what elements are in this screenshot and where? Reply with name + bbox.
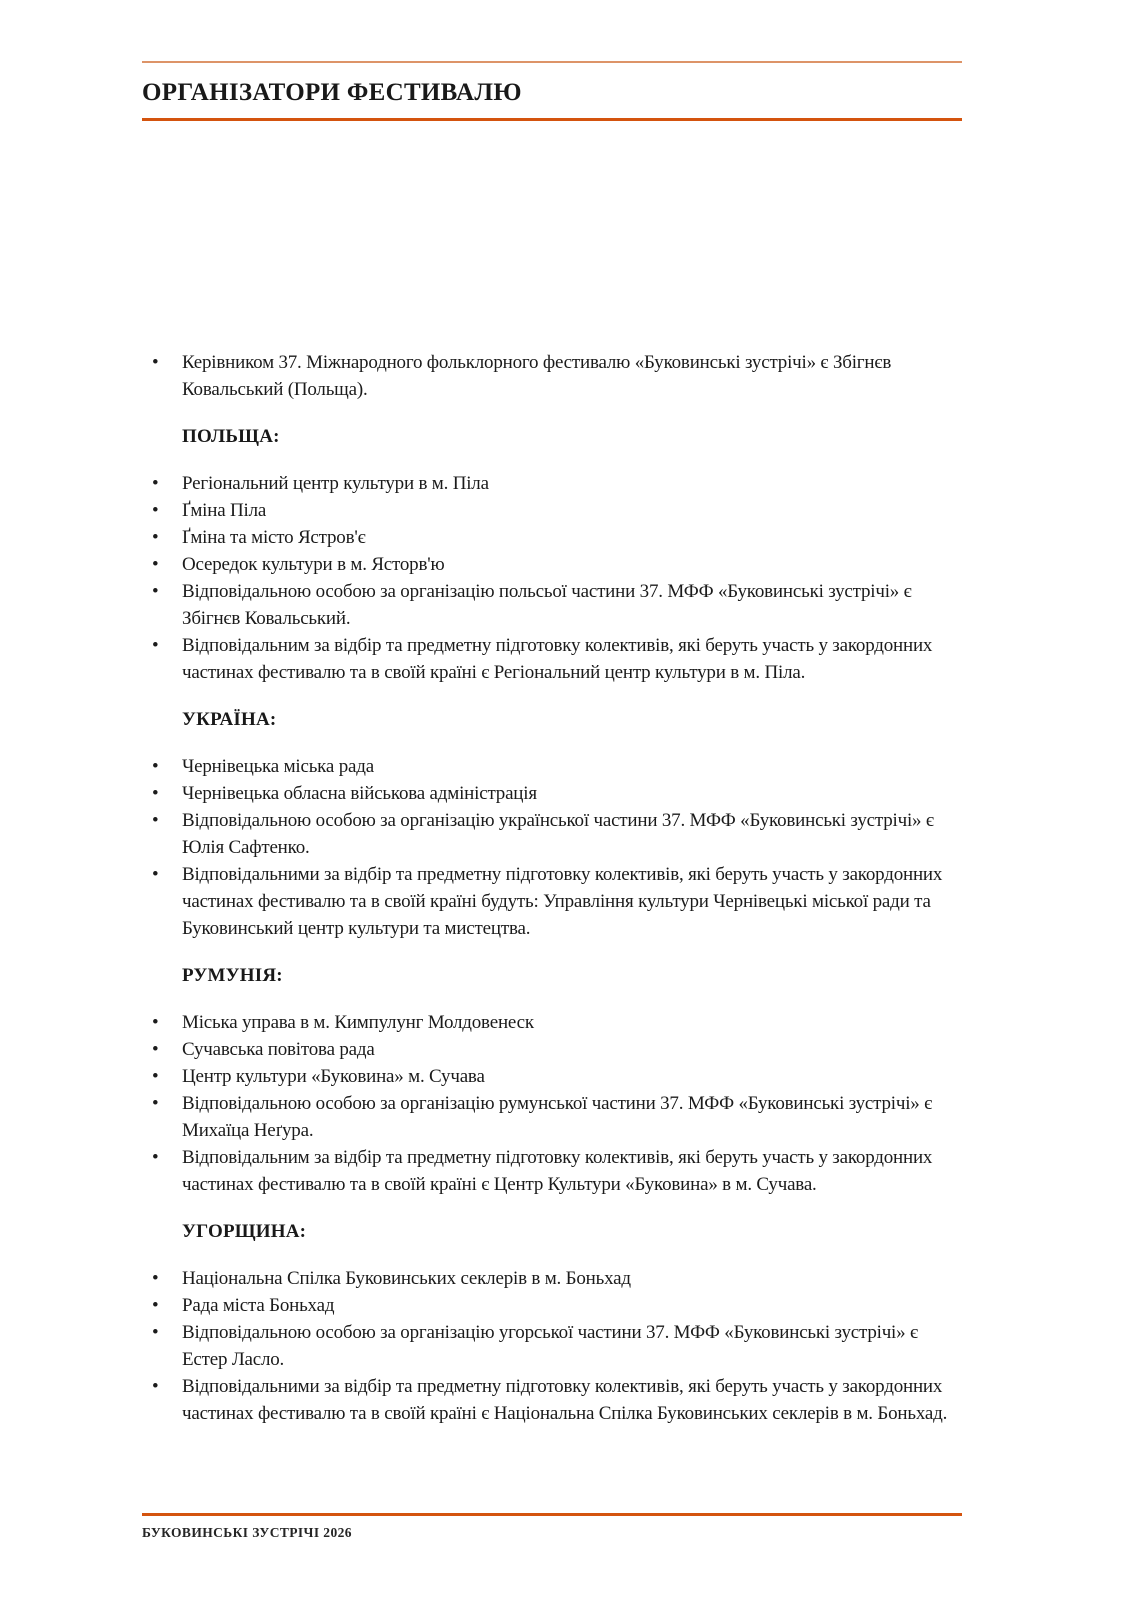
bullet-item: • Відповідальними за відбір та предметну підготовку колективів, які беруть участь у закордонних частинах фестивалю та в своїй країні будуть: Управління культури Чернівецькі міської ради та Буковинський центр культури та мистецтва. [142, 861, 962, 942]
page-header [142, 61, 962, 121]
section-list-2 [142, 1009, 962, 1198]
section-heading-0: ПОЛЬЩА: [182, 426, 280, 447]
bullet-item: • Регіональний центр культури в м. Піла [142, 470, 962, 497]
bullet-item: • Чернівецька обласна військова адміністрація [142, 780, 962, 807]
bullet-item: • Осередок культури в м. Ясторв'ю [142, 551, 962, 578]
bullet-item: • Відповідальною особою за організацію української частини 37. МФФ «Буковинські зустрічі» є Юлія Сафтенко. [142, 807, 962, 861]
footer-rule [142, 1513, 962, 1516]
footer-text: БУКОВИНСЬКІ ЗУСТРІЧІ 2026 [142, 1525, 352, 1540]
bullet-item: • Чернівецька міська рада [142, 753, 962, 780]
bullet-item: • Рада міста Боньхад [142, 1292, 962, 1319]
bullet-item: • Відповідальною особою за організацію румунської частини 37. МФФ «Буковинські зустрічі» є Михаїца Неґура. [142, 1090, 962, 1144]
content-column [142, 61, 962, 1427]
bullet-item: • Відповідальною особою за організацію угорської частини 37. МФФ «Буковинські зустрічі» є Естер Ласло. [142, 1319, 962, 1373]
bullet-item: • Центр культури «Буковина» м. Сучава [142, 1063, 962, 1090]
page-title: ОРГАНІЗАТОРИ ФЕСТИВАЛЮ [142, 79, 522, 106]
bullet-item: • Національна Спілка Буковинських секлерів в м. Боньхад [142, 1265, 962, 1292]
bullet-item: • Міська управа в м. Кимпулунг Молдовенеск [142, 1009, 962, 1036]
section-heading-3: УГОРЩИНА: [182, 1221, 307, 1242]
bullet-item: • Відповідальним за відбір та предметну підготовку колективів, які беруть участь у закордонних частинах фестивалю та в своїй країні є Центр Культури «Буковина» в м. Сучава. [142, 1144, 962, 1198]
intro-list [142, 349, 962, 403]
bullet-item: • Відповідальною особою за організацію польсьої частини 37. МФФ «Буковинські зустрічі» є Збігнєв Ковальський. [142, 578, 962, 632]
title-underline-rule [142, 118, 962, 121]
section-heading-2: РУМУНІЯ: [182, 965, 283, 986]
top-rule [142, 61, 962, 63]
bullet-item: • Сучавська повітова рада [142, 1036, 962, 1063]
section-heading-1: УКРАЇНА: [182, 709, 277, 730]
bullet-item: • Відповідальним за відбір та предметну підготовку колективів, які беруть участь у закордонних частинах фестивалю та в своїй країні є Регіональний центр культури в м. Піла. [142, 632, 962, 686]
bullet-item: • Керівником 37. Міжнародного фольклорного фестивалю «Буковинські зустрічі» є Збігнєв Ковальський (Польща). [142, 349, 962, 403]
page-footer [142, 1513, 962, 1541]
bullet-item: • Ґміна Піла [142, 497, 962, 524]
section-list-1 [142, 753, 962, 942]
bullet-item: • Ґміна та місто Ястров'є [142, 524, 962, 551]
bullet-item: • Відповідальними за відбір та предметну підготовку колективів, які беруть участь у закордонних частинах фестивалю та в своїй країні є Національна Спілка Буковинських секлерів в м. Боньхад. [142, 1373, 962, 1427]
section-list-0 [142, 470, 962, 686]
document-body [142, 349, 962, 1427]
section-list-3 [142, 1265, 962, 1427]
